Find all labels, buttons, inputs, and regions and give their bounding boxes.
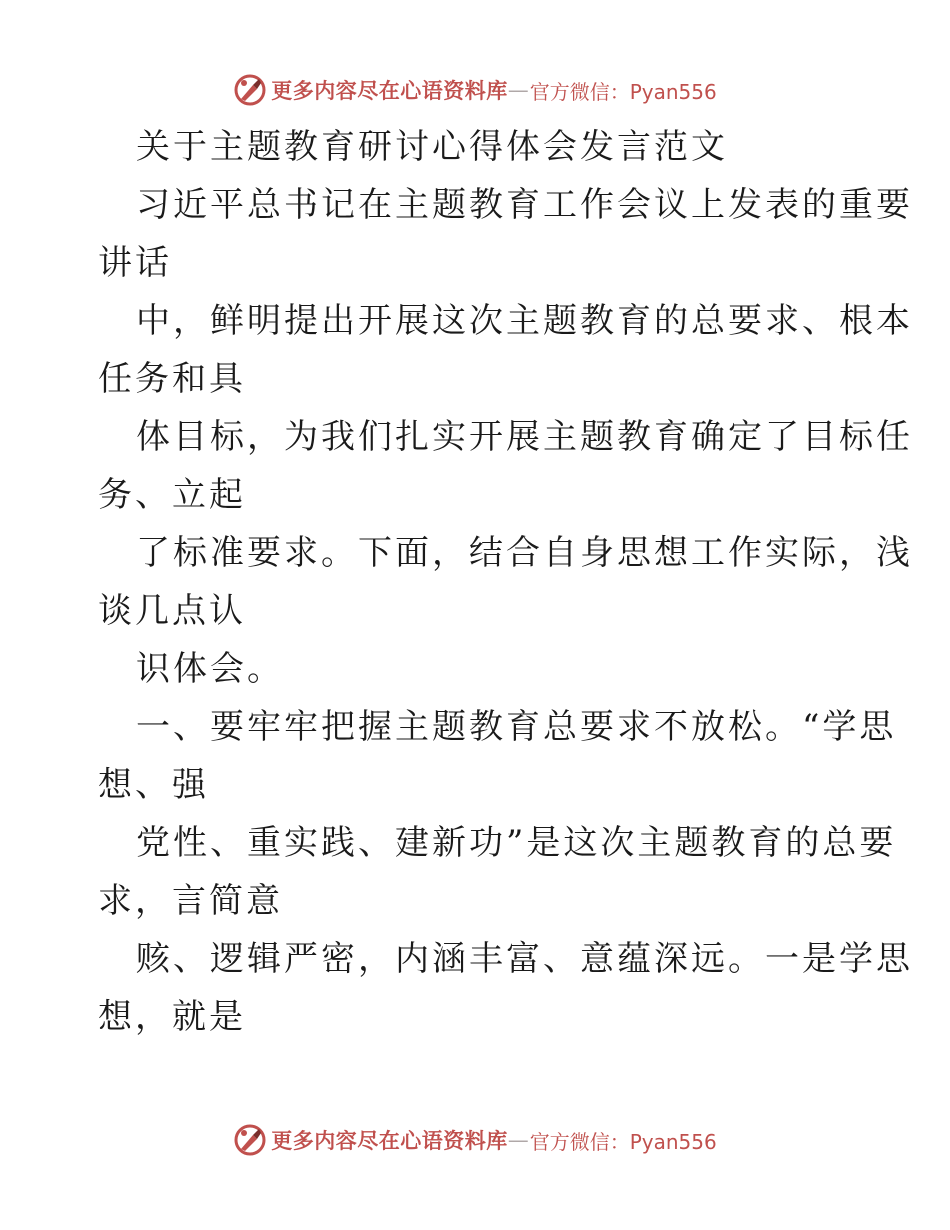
paragraph-line: 想，就是 [98, 997, 246, 1037]
banner-wechat-text: 官方微信：Pyan556 [529, 79, 717, 104]
banner-main-text: 更多内容尽在心语资料库 [271, 78, 508, 103]
paragraph-line: 任务和具 [98, 359, 246, 399]
banner-separator: — [507, 78, 530, 102]
paragraph-line: 讲话 [98, 243, 172, 283]
paragraph-line: 赅、逻辑严密，内涵丰富、意蕴深远。一是学思 [136, 939, 913, 979]
document-body [98, 118, 913, 1046]
banner-main-text: 更多内容尽在心语资料库 [271, 1128, 508, 1153]
paragraph-line: 中，鲜明提出开展这次主题教育的总要求、根本 [136, 301, 913, 341]
header-banner [0, 70, 950, 110]
paragraph-line: 求，言简意 [98, 881, 283, 921]
paragraph-line: 务、立起 [98, 475, 246, 515]
paragraph-line: 体目标，为我们扎实开展主题教育确定了目标任 [136, 417, 913, 457]
banner-wechat-text: 官方微信：Pyan556 [529, 1129, 717, 1154]
banner-separator: — [507, 1128, 530, 1152]
paragraph-line: 党性、重实践、建新功”是这次主题教育的总要 [136, 823, 897, 863]
pen-nib-logo-icon [233, 73, 267, 107]
paragraph-line: 谈几点认 [98, 591, 246, 631]
footer-banner [0, 1120, 950, 1160]
pen-nib-logo-icon [233, 1123, 267, 1157]
paragraph-line: 想、强 [98, 765, 209, 805]
paragraph-line: 习近平总书记在主题教育工作会议上发表的重要 [136, 185, 913, 225]
paragraph-line: 了标准要求。下面，结合自身思想工作实际，浅 [136, 533, 913, 573]
document-title: 关于主题教育研讨心得体会发言范文 [136, 127, 728, 167]
paragraph-line: 一、要牢牢把握主题教育总要求不放松。“学思 [136, 707, 897, 747]
paragraph-line: 识体会。 [136, 649, 284, 689]
